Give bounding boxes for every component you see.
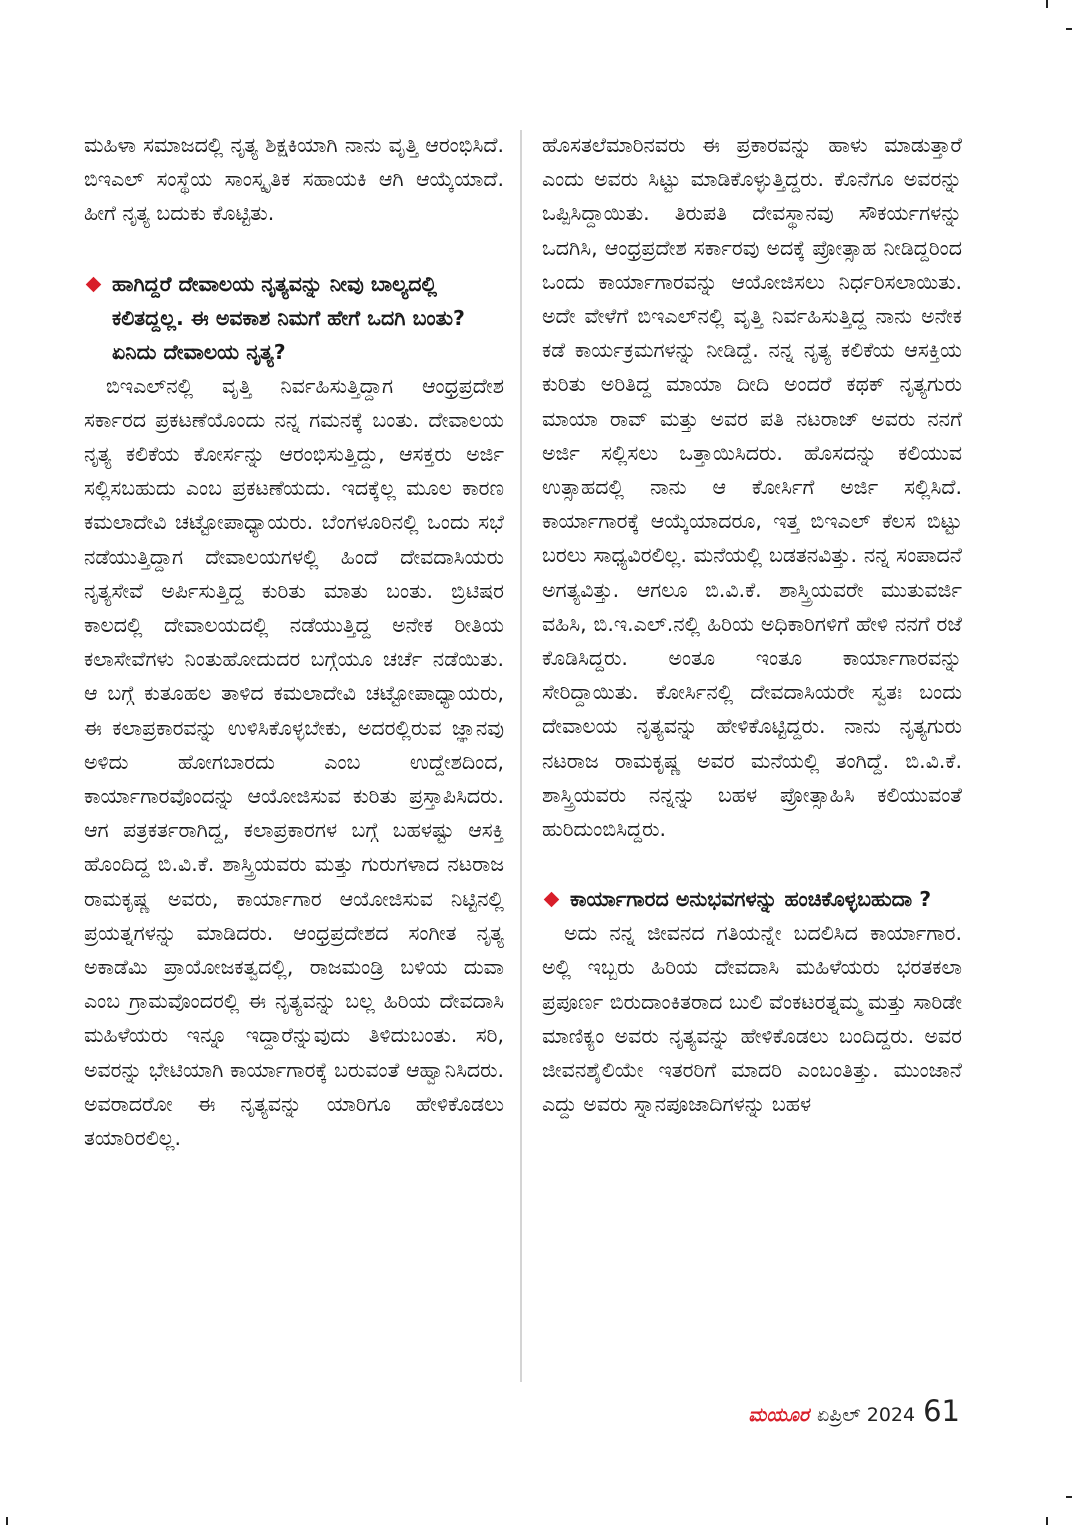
column-divider — [520, 130, 522, 1382]
crop-mark-right-upper — [1066, 28, 1072, 30]
crop-mark-top-right — [1046, 0, 1048, 8]
left-column — [84, 128, 504, 1155]
issue-date: ಏಪ್ರಿಲ್ 2024 — [816, 1404, 916, 1426]
diamond-bullet-icon — [544, 892, 560, 908]
crop-mark-bottom-left — [6, 1517, 8, 1525]
magazine-logo: ಮಯೂರ — [748, 1404, 809, 1426]
crop-mark-bottom-right — [1046, 1517, 1048, 1525]
question-heading — [84, 267, 504, 369]
spacer — [84, 231, 504, 267]
paragraph: ಹೊಸತಲೆಮಾರಿನವರು ಈ ಪ್ರಕಾರವನ್ನು ಹಾಳು ಮಾಡುತ್ತಾರೆ ಎಂದು ಅವರು ಸಿಟ್ಟು ಮಾಡಿಕೊಳ್ಳುತ್ತಿದ್ದರು. ಕೊನೆಗೂ ಅವರನ್ನು ಒಪ್ಪಿಸಿದ್ದಾಯಿತು. ತಿರುಪತಿ ದೇವಸ್ಥಾನವು ಸೌಕರ್ಯಗಳನ್ನು ಒದಗಿಸಿ, ಆಂಧ್ರಪ್ರದೇಶ ಸರ್ಕಾರವು ಅದಕ್ಕೆ ಪ್ರೋತ್ಸಾಹ ನೀಡಿದ್ದರಿಂದ ಒಂದು ಕಾರ್ಯಾಗಾರವನ್ನು ಆಯೋಜಿಸಲು ನಿರ್ಧರಿಸಲಾಯಿತು. ಅದೇ ವೇಳೆಗೆ ಬಿಇಎಲ್‌ನಲ್ಲಿ ವೃತ್ತಿ ನಿರ್ವಹಿಸುತ್ತಿದ್ದ ನಾನು ಅನೇಕ ಕಡೆ ಕಾರ್ಯಕ್ರಮಗಳನ್ನು ನೀಡಿದ್ದೆ. ನನ್ನ ನೃತ್ಯ ಕಲಿಕೆಯ ಆಸಕ್ತಿಯ ಕುರಿತು ಅರಿತಿದ್ದ ಮಾಯಾ ದೀದಿ ಅಂದರೆ ಕಥಕ್ ನೃತ್ಯಗುರು ಮಾಯಾ ರಾವ್ ಮತ್ತು ಅವರ ಪತಿ ನಟರಾಜ್ ಅವರು ನನಗೆ ಅರ್ಜಿ ಸಲ್ಲಿಸಲು ಒತ್ತಾಯಿಸಿದರು. ಹೊಸದನ್ನು ಕಲಿಯುವ ಉತ್ಸಾಹದಲ್ಲಿ ನಾನು ಆ ಕೋರ್ಸಿಗೆ ಅರ್ಜಿ ಸಲ್ಲಿಸಿದೆ. ಕಾರ್ಯಾಗಾರಕ್ಕೆ ಆಯ್ಕೆಯಾದರೂ, ಇತ್ತ ಬಿಇಎಲ್ ಕೆಲಸ ಬಿಟ್ಟು ಬರಲು ಸಾಧ್ಯವಿರಲಿಲ್ಲ. ಮನೆಯಲ್ಲಿ ಬಡತನವಿತ್ತು. ನನ್ನ ಸಂಪಾದನೆ ಅಗತ್ಯವಿತ್ತು. ಆಗಲೂ ಬಿ.ವಿ.ಕೆ. ಶಾಸ್ತ್ರಿಯವರೇ ಮುತುವರ್ಜಿ ವಹಿಸಿ, ಬಿ.ಇ.ಎಲ್.ನಲ್ಲಿ ಹಿರಿಯ ಅಧಿಕಾರಿಗಳಿಗೆ ಹೇಳಿ ನನಗೆ ರಜೆ ಕೊಡಿಸಿದ್ದರು. ಅಂತೂ ಇಂತೂ ಕಾರ್ಯಾಗಾರವನ್ನು ಸೇರಿದ್ದಾಯಿತು. ಕೋರ್ಸಿನಲ್ಲಿ ದೇವದಾಸಿಯರೇ ಸ್ವತಃ ಬಂದು ದೇವಾಲಯ ನೃತ್ಯವನ್ನು ಹೇಳಿಕೊಟ್ಟಿದ್ದರು. ನಾನು ನೃತ್ಯಗುರು ನಟರಾಜ ರಾಮಕೃಷ್ಣ ಅವರ ಮನೆಯಲ್ಲಿ ತಂಗಿದ್ದೆ. ಬಿ.ವಿ.ಕೆ. ಶಾಸ್ತ್ರಿಯವರು ನನ್ನನ್ನು ಬಹಳ ಪ್ರೋತ್ಸಾಹಿಸಿ ಕಲಿಯುವಂತೆ ಹುರಿದುಂಬಿಸಿದ್ದರು. — [542, 133, 962, 842]
right-column — [542, 128, 962, 1121]
crop-mark-right-lower — [1066, 1496, 1072, 1498]
paragraph: ಬಿಇಎಲ್‌ನಲ್ಲಿ ವೃತ್ತಿ ನಿರ್ವಹಿಸುತ್ತಿದ್ದಾಗ ಆಂಧ್ರಪ್ರದೇಶ ಸರ್ಕಾರದ ಪ್ರಕಟಣೆಯೊಂದು ನನ್ನ ಗಮನಕ್ಕೆ ಬಂತು. ದೇವಾಲಯ ನೃತ್ಯ ಕಲಿಕೆಯ ಕೋರ್ಸನ್ನು ಆರಂಭಿಸುತ್ತಿದ್ದು, ಆಸಕ್ತರು ಅರ್ಜಿ ಸಲ್ಲಿಸಬಹುದು ಎಂಬ ಪ್ರಕಟಣೆಯದು. ಇದಕ್ಕೆಲ್ಲ ಮೂಲ ಕಾರಣ ಕಮಲಾದೇವಿ ಚಟ್ಟೋಪಾಧ್ಯಾಯರು. ಬೆಂಗಳೂರಿನಲ್ಲಿ ಒಂದು ಸಭೆ ನಡೆಯುತ್ತಿದ್ದಾಗ ದೇವಾಲಯಗಳಲ್ಲಿ ಹಿಂದೆ ದೇವದಾಸಿಯರು ನೃತ್ಯಸೇವೆ ಅರ್ಪಿಸುತ್ತಿದ್ದ ಕುರಿತು ಮಾತು ಬಂತು. ಬ್ರಿಟಿಷರ ಕಾಲದಲ್ಲಿ ದೇವಾಲಯದಲ್ಲಿ ನಡೆಯುತ್ತಿದ್ದ ಅನೇಕ ರೀತಿಯ ಕಲಾಸೇವೆಗಳು ನಿಂತುಹೋದುದರ ಬಗ್ಗೆಯೂ ಚರ್ಚೆ ನಡೆಯಿತು. ಆ ಬಗ್ಗೆ ಕುತೂಹಲ ತಾಳಿದ ಕಮಲಾದೇವಿ ಚಟ್ಟೋಪಾಧ್ಯಾಯರು, ಈ ಕಲಾಪ್ರಕಾರವನ್ನು ಉಳಿಸಿಕೊಳ್ಳಬೇಕು, ಅದರಲ್ಲಿರುವ ಜ್ಞಾನವು ಅಳಿದು ಹೋಗಬಾರದು ಎಂಬ ಉದ್ದೇಶದಿಂದ, ಕಾರ್ಯಾಗಾರವೊಂದನ್ನು ಆಯೋಜಿಸುವ ಕುರಿತು ಪ್ರಸ್ತಾಪಿಸಿದರು. ಆಗ ಪತ್ರಕರ್ತರಾಗಿದ್ದ, ಕಲಾಪ್ರಕಾರಗಳ ಬಗ್ಗೆ ಬಹಳಷ್ಟು ಆಸಕ್ತಿ ಹೊಂದಿದ್ದ ಬಿ.ವಿ.ಕೆ. ಶಾಸ್ತ್ರಿಯವರು ಮತ್ತು ಗುರುಗಳಾದ ನಟರಾಜ ರಾಮಕೃಷ್ಣ ಅವರು, ಕಾರ್ಯಾಗಾರ ಆಯೋಜಿಸುವ ನಿಟ್ಟಿನಲ್ಲಿ ಪ್ರಯತ್ನಗಳನ್ನು ಮಾಡಿದರು. ಆಂಧ್ರಪ್ರದೇಶದ ಸಂಗೀತ ನೃತ್ಯ ಅಕಾಡೆಮಿ ಪ್ರಾಯೋಜಕತ್ವದಲ್ಲಿ, ರಾಜಮಂಡ್ರಿ ಬಳಿಯ ದುವಾ ಎಂಬ ಗ್ರಾಮವೊಂದರಲ್ಲಿ ಈ ನೃತ್ಯವನ್ನು ಬಲ್ಲ ಹಿರಿಯ ದೇವದಾಸಿ ಮಹಿಳೆಯರು ಇನ್ನೂ ಇದ್ದಾರೆನ್ನುವುದು ತಿಳಿದುಬಂತು. ಸರಿ, ಅವರನ್ನು ಭೇಟಿಯಾಗಿ ಕಾರ್ಯಾಗಾರಕ್ಕೆ ಬರುವಂತೆ ಆಹ್ವಾನಿಸಿದರು. ಅವರಾದರೋ ಈ ನೃತ್ಯವನ್ನು ಯಾರಿಗೂ ಹೇಳಿಕೊಡಲು ತಯಾರಿರಲಿಲ್ಲ. — [84, 373, 504, 1151]
paragraph: ಅದು ನನ್ನ ಜೀವನದ ಗತಿಯನ್ನೇ ಬದಲಿಸಿದ ಕಾರ್ಯಾಗಾರ. ಅಲ್ಲಿ ಇಬ್ಬರು ಹಿರಿಯ ದೇವದಾಸಿ ಮಹಿಳೆಯರು ಭರತಕಲಾ ಪ್ರಪೂರ್ಣ ಬಿರುದಾಂಕಿತರಾದ ಬುಲಿ ವೆಂಕಟರತ್ನಮ್ಮ ಮತ್ತು ಸಾರಿಡೇ ಮಾಣಿಕ್ಯಂ ಅವರು ನೃತ್ಯವನ್ನು ಹೇಳಿಕೊಡಲು ಬಂದಿದ್ದರು. ಅವರ ಜೀವನಶೈಲಿಯೇ ಇತರರಿಗೆ ಮಾದರಿ ಎಂಬಂತಿತ್ತು. ಮುಂಜಾನೆ ಎದ್ದು ಅವರು ಸ್ನಾನಪೂಜಾದಿಗಳನ್ನು ಬಹಳ — [542, 921, 962, 1117]
paragraph: ಮಹಿಳಾ ಸಮಾಜದಲ್ಲಿ ನೃತ್ಯ ಶಿಕ್ಷಕಿಯಾಗಿ ನಾನು ವೃತ್ತಿ ಆರಂಭಿಸಿದೆ. ಬಿಇಎಲ್ ಸಂಸ್ಥೆಯ ಸಾಂಸ್ಕೃತಿಕ ಸಹಾಯಕಿ ಆಗಿ ಆಯ್ಕೆಯಾದೆ. ಹೀಗೆ ನೃತ್ಯ ಬದುಕು ಕೊಟ್ಟಿತು. — [84, 133, 504, 226]
page-number: 61 — [923, 1394, 960, 1428]
question-heading — [542, 882, 962, 916]
question-text: ಕಾರ್ಯಾಗಾರದ ಅನುಭವಗಳನ್ನು ಹಂಚಿಕೊಳ್ಳಬಹುದಾ ? — [570, 887, 932, 912]
spacer — [542, 846, 962, 882]
diamond-bullet-icon — [86, 276, 102, 292]
question-text: ಹಾಗಿದ್ದರೆ ದೇವಾಲಯ ನೃತ್ಯವನ್ನು ನೀವು ಬಾಲ್ಯದಲ್ಲಿ ಕಲಿತದ್ದಲ್ಲ. ಈ ಅವಕಾಶ ನಿಮಗೆ ಹೇಗೆ ಒದಗಿ ಬಂತು? ಏನಿದು ದೇವಾಲಯ ನೃತ್ಯ? — [112, 271, 465, 364]
page-footer — [748, 1394, 960, 1428]
